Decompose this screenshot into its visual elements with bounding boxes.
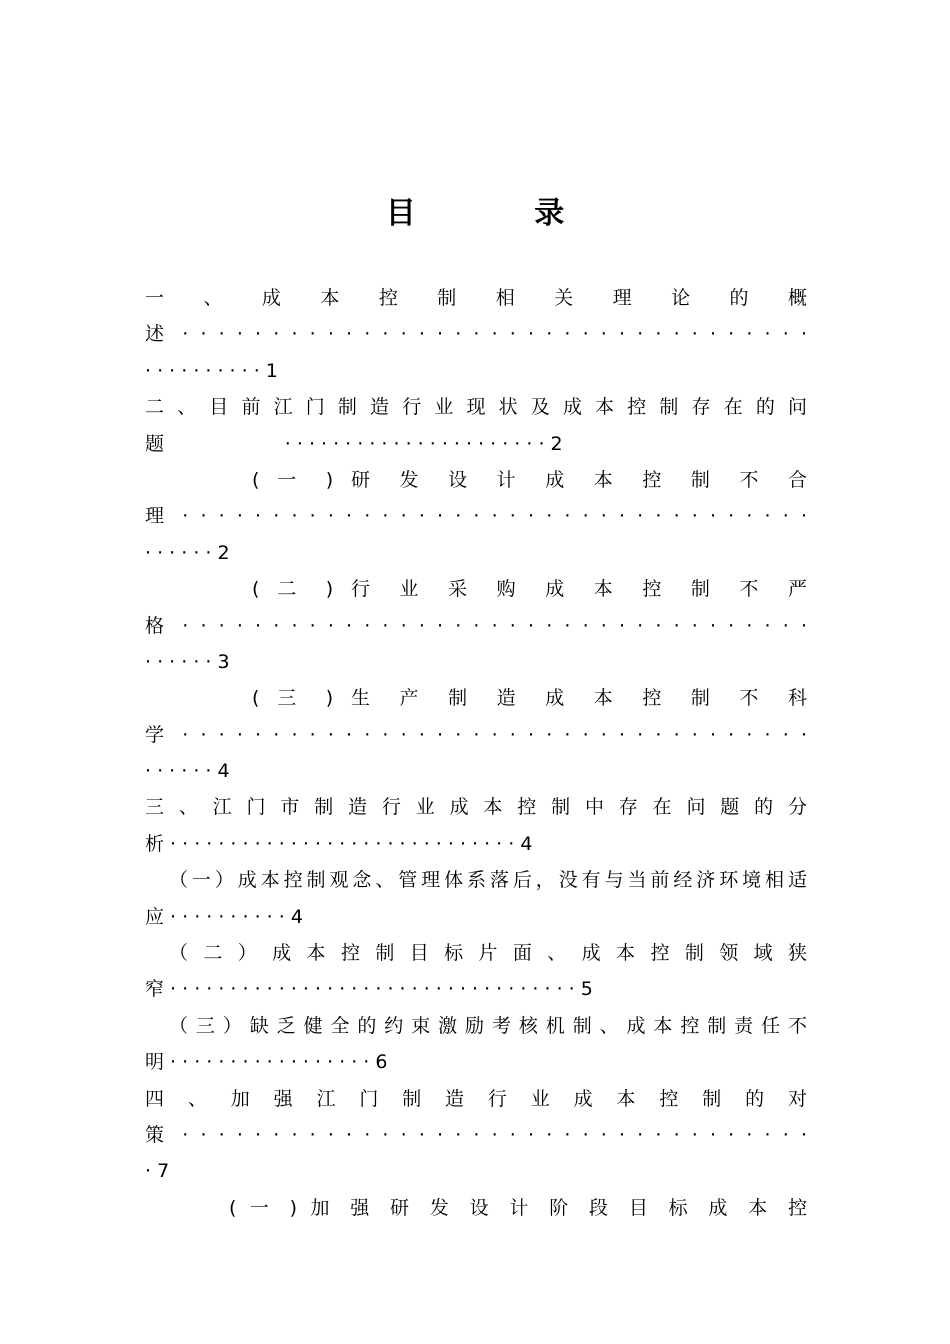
toc-line[interactable]: 四 、 加 强 江 门 制 造 行 业 成 本 控 制 的 对 xyxy=(145,1087,807,1110)
toc-line[interactable]: 析 · · · · · · · · · · · · · · · · · · · · · · · · · · · · · 4 xyxy=(145,832,533,855)
toc-line[interactable]: 二 、 目 前 江 门 制 造 行 业 现 状 及 成 本 控 制 存 在 的 问 xyxy=(145,396,807,419)
toc-line[interactable]: 一 、 成 本 控 制 相 关 理 论 的 概 xyxy=(145,287,807,309)
toc-line[interactable]: 窄 · · · · · · · · · · · · · · · · · · · · · · · · · · · · · · · · · · 5 xyxy=(145,978,593,1001)
toc-line[interactable]: 理 · · · · · · · · · · · · · · · · · · · · · · · · · · · · · · · · · · · xyxy=(145,505,807,528)
toc-line[interactable]: · · · · · · 2 xyxy=(145,541,230,564)
toc-line[interactable]: · · · · · · 4 xyxy=(145,760,230,783)
toc-line[interactable]: · · · · · · · · · · 1 xyxy=(145,359,278,382)
toc-line[interactable]: ( 一 ) 研 发 设 计 成 本 控 制 不 合 xyxy=(252,468,807,491)
toc-line[interactable]: （ 三 ） 缺 乏 健 全 的 约 束 激 励 考 核 机 制 、 成 本 控 制 责 任 不 xyxy=(169,1014,807,1037)
toc-line[interactable]: 明 · · · · · · · · · · · · · · · · · 6 xyxy=(145,1051,388,1074)
toc-line[interactable]: （ 二 ） 成 本 控 制 目 标 片 面 、 成 本 控 制 领 域 狭 xyxy=(169,942,807,965)
toc-line[interactable]: 格 · · · · · · · · · · · · · · · · · · · · · · · · · · · · · · · · · · · xyxy=(145,614,807,637)
toc-line[interactable]: 应 · · · · · · · · · · 4 xyxy=(145,905,303,928)
toc-line[interactable]: ( 三 ) 生 产 制 造 成 本 控 制 不 科 xyxy=(252,687,807,710)
table-of-contents xyxy=(145,280,807,1226)
toc-line[interactable]: （一）成本控制观念、管理体系落后，没有与当前经济环境相适 xyxy=(169,869,807,892)
toc-line[interactable]: 题 · · · · · · · · · · · · · · · · · · · · · · 2 xyxy=(145,432,563,455)
toc-line[interactable]: 学 · · · · · · · · · · · · · · · · · · · · · · · · · · · · · · · · · · · xyxy=(145,723,807,746)
toc-line[interactable]: ( 二 ) 行 业 采 购 成 本 控 制 不 严 xyxy=(252,578,807,601)
toc-line[interactable]: · · · · · · 3 xyxy=(145,650,230,673)
toc-line[interactable]: ( 一 ) 加 强 研 发 设 计 阶 段 目 标 成 本 控 xyxy=(229,1196,807,1219)
toc-line[interactable]: 述 · · · · · · · · · · · · · · · · · · · · · · · · · · · · · · · · · · · xyxy=(145,323,807,346)
toc-line[interactable]: 三 、 江 门 市 制 造 行 业 成 本 控 制 中 存 在 问 题 的 分 xyxy=(145,796,807,819)
toc-line[interactable]: 策 · · · · · · · · · · · · · · · · · · · · · · · · · · · · · · · · · · · xyxy=(145,1123,807,1146)
page-title: 目 录 xyxy=(385,196,619,231)
toc-line[interactable]: · 7 xyxy=(145,1160,170,1183)
